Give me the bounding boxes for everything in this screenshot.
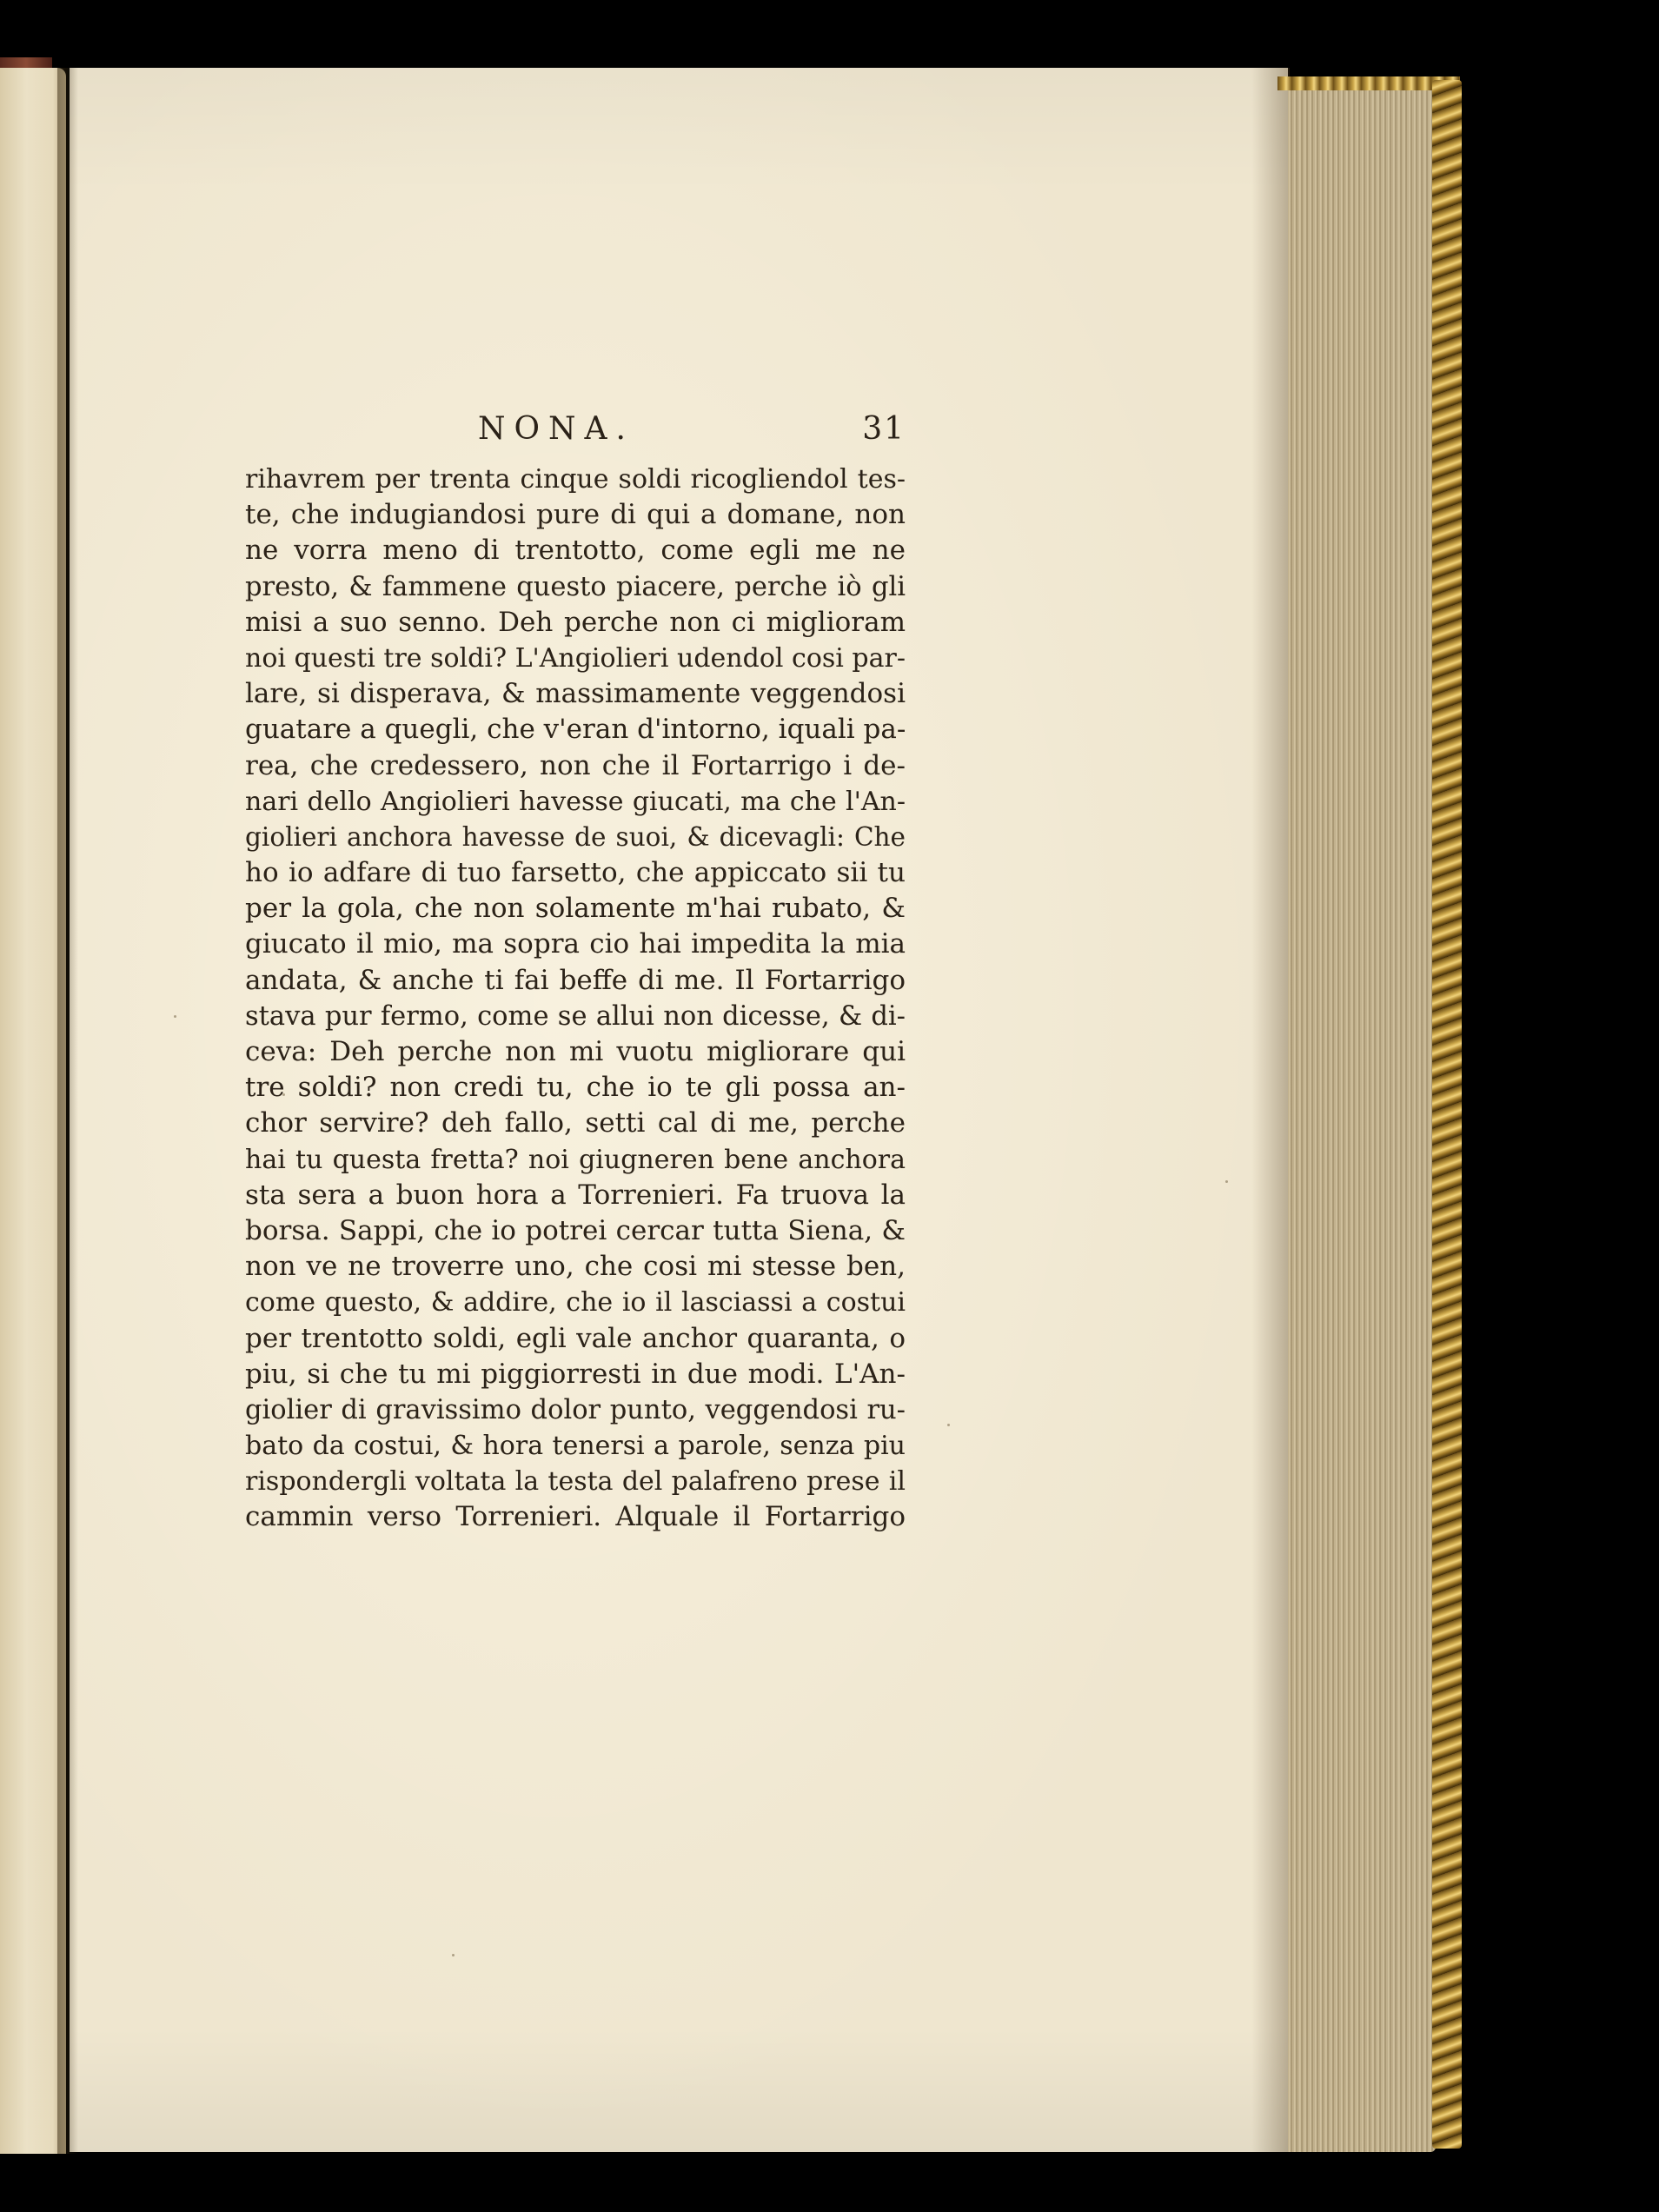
text-block [245, 411, 906, 1536]
text-line: te, che indugiandosi pure di qui a domane, non [245, 499, 906, 531]
text-line: piu, si che tu mi piggiorresti in due modi. L'An- [245, 1358, 906, 1390]
running-head [245, 411, 906, 462]
text-line: rispondergli voltata la testa del palafreno prese il [245, 1466, 906, 1498]
paper-speck [947, 1424, 950, 1426]
gilt-binding-edge [1432, 80, 1462, 2149]
text-line: per trentotto soldi, egli vale anchor quaranta, o [245, 1322, 906, 1354]
text-line: ceva: Deh perche non mi vuotu migliorare qui [245, 1036, 906, 1067]
text-line: rea, che credessero, non che il Fortarrigo i de- [245, 749, 906, 781]
text-line: chor servire? deh fallo, setti cal di me, perche [245, 1107, 906, 1139]
gutter-shadow [57, 68, 78, 2154]
text-line: bato da costui, & hora tenersi a parole, senza piu [245, 1431, 906, 1462]
text-line: guatare a quegli, che v'eran d'intorno, iquali pa- [245, 714, 906, 746]
text-line: non ve ne troverre uno, che cosi mi stesse ben, [245, 1251, 906, 1283]
text-line: ho io adfare di tuo farsetto, che appiccato sii tu [245, 857, 906, 889]
text-line: lare, si disperava, & massimamente veggendosi [245, 678, 906, 710]
text-line: ne vorra meno di trentotto, come egli me ne [245, 535, 906, 567]
text-line: come questo, & addire, che io il lasciassi a costui [245, 1287, 906, 1319]
text-line: giolieri anchora havesse de suoi, & dicevagli: Che [245, 821, 906, 852]
left-page-edge [0, 68, 66, 2154]
text-line: giolier di gravissimo dolor punto, veggendosi ru- [245, 1394, 906, 1425]
text-line: stava pur fermo, come se allui non dicesse, & di- [245, 1000, 906, 1032]
text-line: cammin verso Torrenieri. Alquale il Fortarrigo [245, 1501, 906, 1533]
text-line: andata, & anche ti fai beffe di me. Il Fortarrigo [245, 964, 906, 996]
text-line: noi questi tre soldi? L'Angiolieri udendol cosi par- [245, 642, 906, 674]
paper-speck [174, 1015, 176, 1018]
text-line: rihavrem per trenta cinque soldi ricogliendol tes- [245, 464, 906, 495]
text-line: nari dello Angiolieri havesse giucati, ma che l'An- [245, 786, 906, 817]
text-line: misi a suo senno. Deh perche non ci miglioram [245, 606, 906, 638]
paper-speck [1225, 1180, 1228, 1183]
page-number: 31 [862, 411, 906, 447]
stacked-page-edges [1288, 83, 1436, 2152]
text-line: tre soldi? non credi tu, che io te gli possa an- [245, 1072, 906, 1104]
text-line: borsa. Sappi, che io potrei cercar tutta Siena, & [245, 1214, 906, 1246]
body-text [245, 462, 906, 1536]
page-edge-shadow [1251, 68, 1290, 2152]
text-line: giucato il mio, ma sopra cio hai impedita la mia [245, 928, 906, 960]
running-title: NONA. [478, 411, 634, 447]
text-line: presto, & fammene questo piacere, perche iò gli [245, 571, 906, 602]
text-line: sta sera a buon hora a Torrenieri. Fa truova la [245, 1179, 906, 1211]
text-line: hai tu questa fretta? noi giugneren bene anchora [245, 1144, 906, 1175]
text-line: per la gola, che non solamente m'hai rubato, & [245, 893, 906, 925]
paper-speck [452, 1954, 455, 1956]
